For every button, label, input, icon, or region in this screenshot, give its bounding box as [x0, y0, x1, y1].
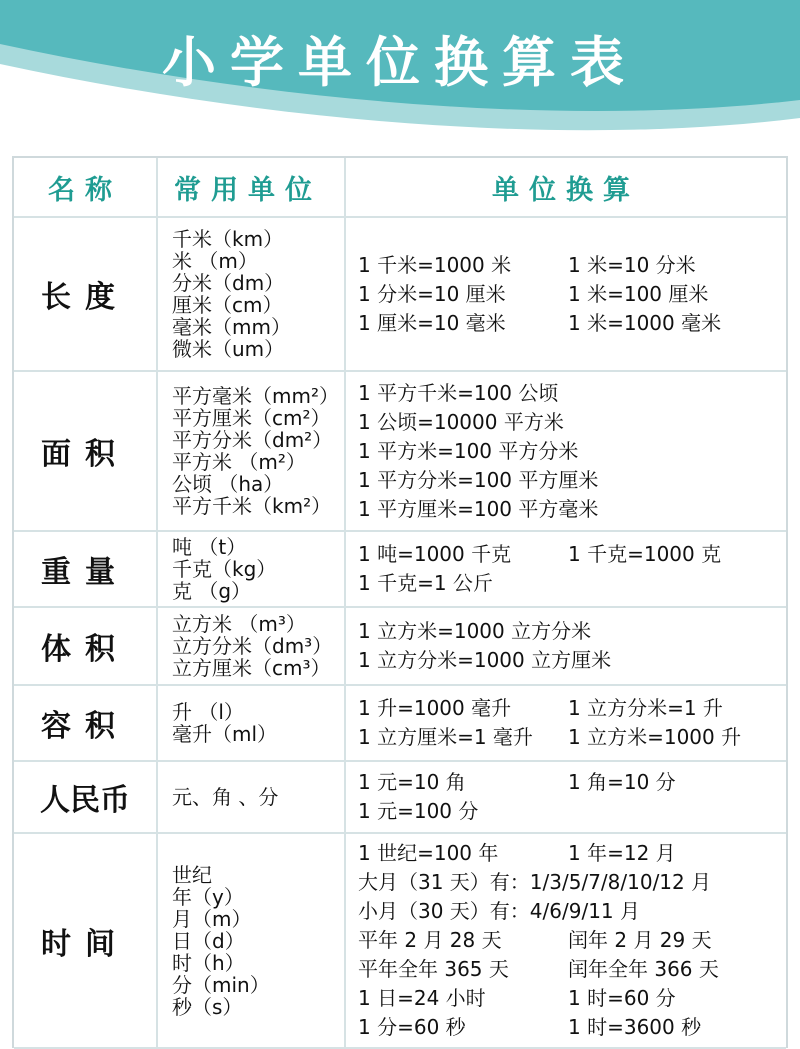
conversion-line: [358, 984, 786, 1013]
row-conversions: [345, 531, 786, 607]
conversion-line: [358, 723, 786, 752]
conversion-line: [358, 495, 786, 524]
conversion-text: 1 时=3600 秒: [568, 1015, 702, 1039]
unit-item: 千米（km）: [172, 227, 284, 251]
row-name: 重量: [14, 531, 157, 607]
conversion-table: [12, 156, 788, 1048]
conversion-line: [358, 569, 786, 598]
row-units: [157, 833, 345, 1048]
conversion-text: 1 米=1000 毫米: [568, 310, 722, 335]
row-conversions: [345, 217, 786, 371]
conversion-line: [358, 768, 786, 797]
row-conversions: [345, 371, 786, 531]
row-conversions: [345, 685, 786, 761]
conversion-text: 1 米=100 厘米: [568, 281, 709, 306]
conversion-text: 1 立方分米=1000 立方厘米: [358, 648, 612, 672]
conversion-line: [358, 646, 786, 675]
conversion-line: [358, 408, 786, 437]
conversion-text: 1 分=60 秒: [358, 1015, 466, 1039]
table-row: [14, 607, 786, 685]
conversion-text: 1 平方米=100 平方分米: [358, 438, 579, 463]
unit-item: 月（m）: [172, 906, 252, 931]
conversion-line: [358, 694, 786, 723]
header-name: 名称: [14, 158, 157, 217]
conversion-line: [358, 251, 786, 280]
title-banner: [0, 0, 800, 140]
conversion-text: 1 元=10 角: [358, 770, 466, 794]
unit-item: 毫米（mm）: [172, 315, 291, 339]
table-row: [14, 685, 786, 761]
table-row: [14, 531, 786, 607]
unit-item: 微米（um）: [172, 337, 285, 361]
conversion-text: 闰年 2 月 29 天: [568, 928, 712, 952]
header-conversion: 单位换算: [345, 158, 786, 217]
conversion-text: 1 平方分米=100 平方厘米: [358, 467, 599, 492]
row-name: 面积: [14, 371, 157, 531]
conversion-line: [358, 309, 786, 338]
row-name: 人民币: [14, 761, 157, 833]
unit-item: 年（y）: [172, 884, 244, 909]
conversion-text: 平年 2 月 28 天: [358, 928, 502, 952]
row-name: 容积: [14, 685, 157, 761]
row-units: [157, 685, 345, 761]
row-units: [157, 607, 345, 685]
conversion-text: 平年全年 365 天: [358, 957, 509, 981]
conversion-line: [358, 868, 786, 897]
conversion-line: [358, 280, 786, 309]
unit-item: 平方分米（dm²）: [172, 428, 333, 452]
conversion-text: 1 分米=10 厘米: [358, 281, 506, 306]
conversion-text: 1 立方厘米=1 毫升: [358, 725, 533, 749]
table-header-row: [14, 158, 786, 217]
conversion-line: [358, 437, 786, 466]
conversion-text: 1 公顷=10000 平方米: [358, 409, 564, 434]
row-conversions: [345, 761, 786, 833]
conversion-text: 1 立方米=1000 立方分米: [358, 619, 592, 643]
row-conversions: [345, 607, 786, 685]
conversion-text: 1 厘米=10 毫米: [358, 310, 506, 335]
conversion-text: 1 平方厘米=100 平方毫米: [358, 496, 599, 521]
conversion-text: 1 立方米=1000 升: [568, 725, 742, 749]
table-row: [14, 371, 786, 531]
conversion-line: [358, 617, 786, 646]
row-name: 长度: [14, 217, 157, 371]
conversion-text: 1 元=100 分: [358, 799, 479, 823]
conversion-text: 1 平方千米=100 公顷: [358, 380, 559, 405]
unit-item: 克 （g）: [172, 579, 252, 603]
unit-item: 世纪: [172, 862, 212, 887]
conversion-text: 大月（31 天）有：1/3/5/7/8/10/12 月: [358, 870, 712, 894]
row-units: [157, 371, 345, 531]
conversion-text: 1 角=10 分: [568, 770, 676, 794]
conversion-text: 1 立方分米=1 升: [568, 696, 723, 720]
conversion-line: [358, 897, 786, 926]
conversion-text: 1 日=24 小时: [358, 986, 486, 1010]
row-name: 时间: [14, 833, 157, 1048]
conversion-text: 1 千克=1 公斤: [358, 571, 493, 595]
conversion-line: [358, 839, 786, 868]
conversion-line: [358, 466, 786, 495]
unit-item: 平方千米（km²）: [172, 494, 332, 518]
unit-item: 日（d）: [172, 928, 245, 953]
row-units: [157, 761, 345, 833]
conversion-text: 1 千克=1000 克: [568, 542, 722, 566]
unit-item: 吨 （t）: [172, 535, 247, 559]
conversion-line: [358, 955, 786, 984]
unit-item: 时（h）: [172, 950, 245, 975]
unit-item: 公顷 （ha）: [172, 472, 284, 496]
conversion-text: 1 米=10 分米: [568, 252, 696, 277]
unit-item: 平方米 （m²）: [172, 450, 306, 474]
page-title: 小学单位换算表: [162, 31, 638, 94]
conversion-line: [358, 1013, 786, 1042]
unit-item: 秒（s）: [172, 994, 243, 1019]
unit-item: 厘米（cm）: [172, 293, 283, 317]
header-units: 常用单位: [157, 158, 345, 217]
conversion-text: 小月（30 天）有：4/6/9/11 月: [358, 899, 641, 923]
row-conversions: [345, 833, 786, 1048]
conversion-text: 1 时=60 分: [568, 986, 676, 1010]
unit-item: 立方米 （m³）: [172, 612, 306, 636]
unit-item: 平方厘米（cm²）: [172, 406, 331, 430]
conversion-line: [358, 797, 786, 826]
unit-item: 分米（dm）: [172, 271, 285, 295]
conversion-line: [358, 540, 786, 569]
unit-item: 平方毫米（mm²）: [172, 384, 339, 408]
unit-item: 升 （l）: [172, 700, 244, 724]
conversion-line: [358, 926, 786, 955]
conversion-line: [358, 379, 786, 408]
table-row: [14, 833, 786, 1048]
conversion-text: 1 升=1000 毫升: [358, 696, 512, 720]
conversion-text: 1 千米=1000 米: [358, 252, 512, 277]
unit-item: 立方分米（dm³）: [172, 634, 333, 658]
conversion-text: 1 吨=1000 千克: [358, 542, 512, 566]
table-row: [14, 761, 786, 833]
row-units: [157, 217, 345, 371]
unit-item: 千克（kg）: [172, 557, 277, 581]
conversion-text: 闰年全年 366 天: [568, 957, 719, 981]
unit-item: 立方厘米（cm³）: [172, 656, 331, 680]
row-name: 体积: [14, 607, 157, 685]
unit-item: 毫升（ml）: [172, 722, 278, 746]
unit-item: 元、角 、分: [172, 785, 279, 809]
table-row: [14, 217, 786, 371]
conversion-text: 1 年=12 月: [568, 841, 676, 865]
unit-item: 米 （m）: [172, 249, 258, 273]
conversion-text: 1 世纪=100 年: [358, 841, 499, 865]
unit-item: 分（min）: [172, 972, 270, 997]
row-units: [157, 531, 345, 607]
